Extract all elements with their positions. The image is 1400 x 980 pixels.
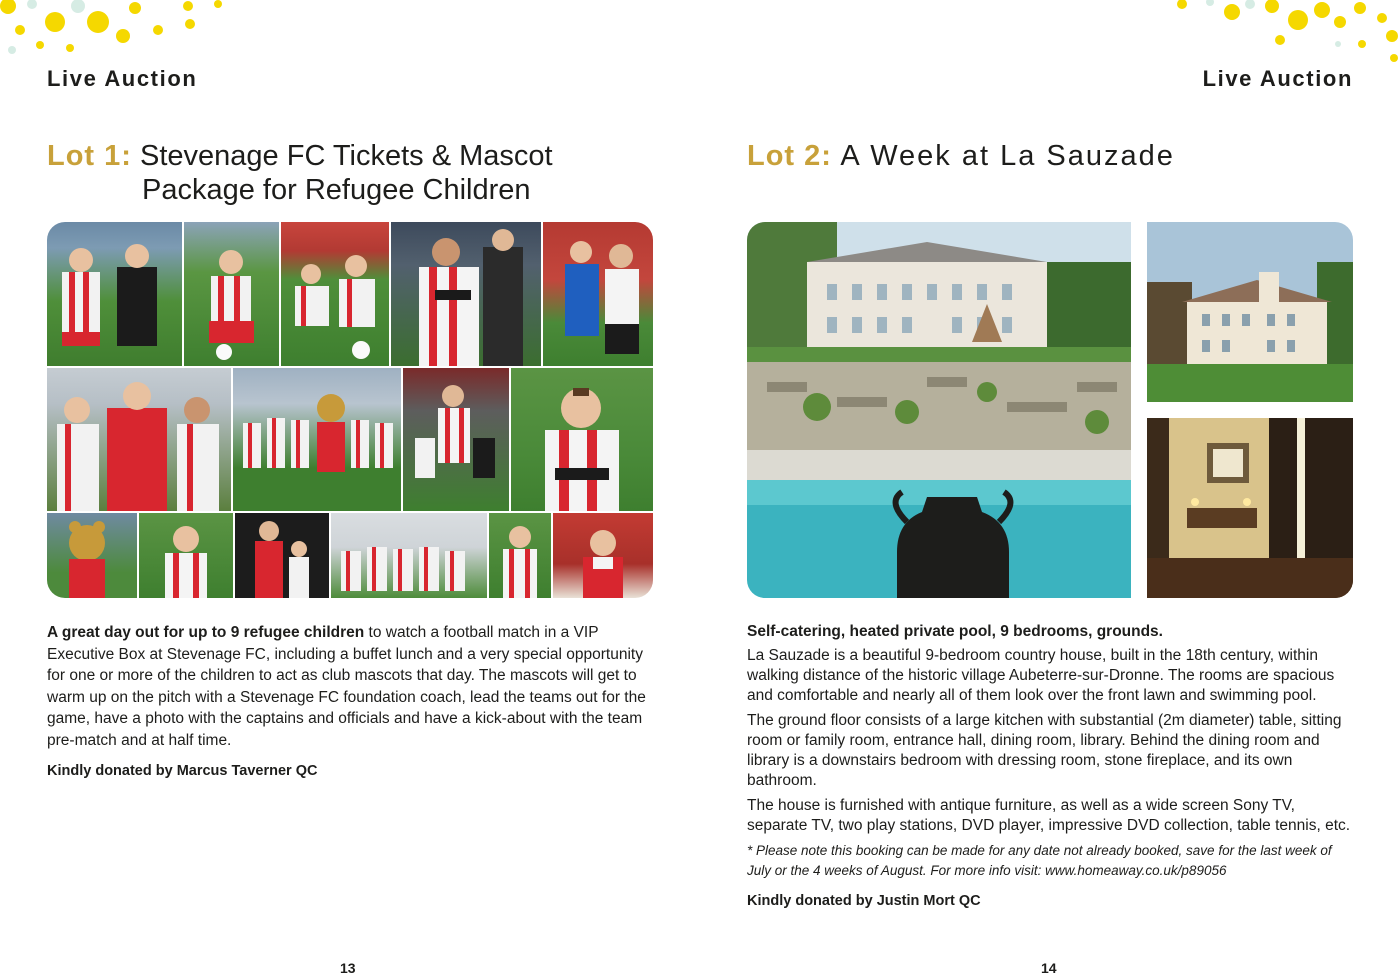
photo-boy-portrait	[511, 368, 653, 511]
photo-coach-and-boy	[235, 513, 329, 598]
lot-title	[747, 139, 1367, 173]
lot-number: Lot 2:	[747, 140, 832, 172]
photo-two-mascots	[281, 222, 389, 366]
photo-mascots-with-coach	[47, 368, 231, 511]
photo-walkout	[403, 368, 509, 511]
photo-boy-smiling	[139, 513, 233, 598]
photo-boy-with-adult	[543, 222, 653, 366]
photo-players-tunnel	[391, 222, 541, 366]
lot-title	[47, 139, 647, 207]
decorative-dots	[0, 0, 240, 70]
photo-boy-in-stand	[553, 513, 653, 598]
lot2-booking-note: * Please note this booking can be made for any date not already booked, save for the last week of July or the 4 weeks of August. For more info visit: www.homeaway.co.uk/p89056	[747, 843, 1332, 878]
lot2-donated: Kindly donated by Justin Mort QC	[747, 893, 981, 909]
page-number: 14	[1041, 960, 1057, 976]
lot2-description	[747, 622, 1357, 911]
lot2-lead: Self-catering, heated private pool, 9 bedrooms, grounds.	[747, 623, 1163, 640]
section-label: Live Auction	[1202, 66, 1353, 91]
decorative-dots	[1160, 0, 1400, 70]
lot-title-text: A Week at La Sauzade	[840, 140, 1175, 172]
lot-title-line1: Stevenage FC Tickets & Mascot	[140, 140, 553, 172]
right-page	[700, 0, 1400, 980]
lot2-para3: The house is furnished with antique furniture, as well as a wide screen Sony TV, separate TV, two play stations, DVD player, impressive DVD collection, table tennis, etc.	[747, 797, 1351, 834]
photo-bear-mascot	[47, 513, 137, 598]
lot1-donated: Kindly donated by Marcus Taverner QC	[47, 763, 318, 779]
section-label: Live Auction	[47, 66, 198, 91]
lot2-para1: La Sauzade is a beautiful 9-bedroom country house, built in the 18th century, within walking distance of the historic village Aubeterre-sur-Dronne. The rooms are spacious and comfortable and nearly all of them look over the front lawn and swimming pool.	[747, 647, 1335, 704]
lot2-para2: The ground floor consists of a large kitchen with substantial (2m diameter) table, sitting room or family room, entrance hall, dining room, library. Behind the dining room and library is a downstairs bedroom with dressing room, stone fireplace, and its own bathroom.	[747, 712, 1342, 789]
lot1-body: to watch a football match in a VIP Executive Box at Stevenage FC, including a buffet lunch and a very special opportunity for one or more of the children to act as club mascots that day. The mascots will get to warm up on the pitch with a Stevenage FC foundation coach, lead the teams out for the game, have a photo with the captains and officials and have a kick-about with the team pre-match and at half time.	[47, 624, 646, 749]
photo-mascots-group	[331, 513, 487, 598]
photo-team-with-mascot-bear	[233, 368, 401, 511]
lot-number: Lot 1:	[47, 140, 132, 172]
photo-mascots-pitch-1	[47, 222, 182, 366]
football-photo-collage	[47, 222, 653, 598]
photo-boy-arms-crossed	[489, 513, 551, 598]
lot1-description	[47, 622, 647, 783]
photo-house-exterior	[1147, 222, 1353, 402]
photo-mascot-kneel	[184, 222, 279, 366]
lot1-lead: A great day out for up to 9 refugee children	[47, 624, 365, 641]
photo-house-interior	[1147, 418, 1353, 598]
page-number: 13	[340, 960, 356, 976]
lot-title-line2: Package for Refugee Children	[142, 174, 531, 206]
photo-house-and-pool	[747, 222, 1131, 598]
